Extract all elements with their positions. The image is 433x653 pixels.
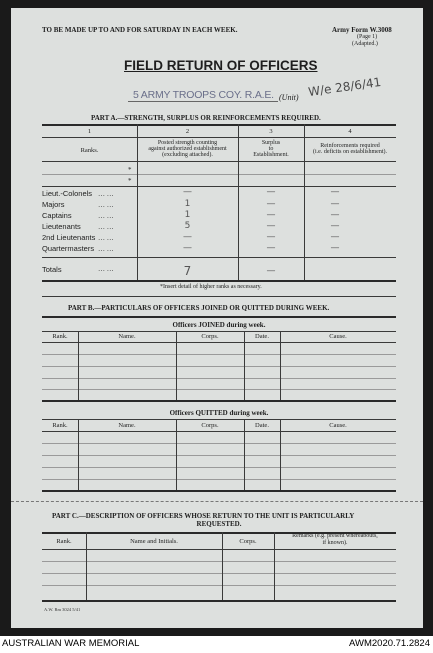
quitted-header-rule <box>42 431 396 432</box>
posted-2nd-lieutenants: — <box>183 232 192 242</box>
rank-captains: Captains <box>42 211 72 220</box>
col-header-reinf-2: (i.e. deficits on establishment). <box>313 149 387 155</box>
asterisk-1: * <box>128 166 132 174</box>
posted-majors: 1 <box>184 199 191 209</box>
form-adapted: (Adapted.) <box>352 41 378 47</box>
col-header-posted-3: (excluding attached). <box>162 152 213 158</box>
reinf-majors: — <box>330 199 340 209</box>
joined-vline-4 <box>280 331 281 400</box>
perforation-line <box>11 501 423 502</box>
col-header-surplus-3: Establishment. <box>253 152 289 158</box>
col-number-4: 4 <box>348 128 352 135</box>
part-a-vline-2 <box>238 124 239 280</box>
part-c-vline-2 <box>222 532 223 600</box>
quitted-col-name: Name. <box>118 422 136 429</box>
surplus-2nd-lieutenants: — <box>266 232 276 242</box>
part-c-col-remarks-2: if known). <box>322 540 348 546</box>
joined-title: Officers JOINED during week. <box>172 321 266 329</box>
quitted-col-date: Date. <box>255 422 269 429</box>
reinf-quartermasters: — <box>330 243 340 253</box>
rank-lieut-colonels: Lieut.-Colonels <box>42 189 93 198</box>
ranks-bottom-rule <box>42 257 396 258</box>
part-c-header-rule <box>42 549 396 550</box>
surplus-majors: — <box>266 199 276 209</box>
part-c-row-rule-2 <box>42 573 396 574</box>
totals-surplus: — <box>266 266 276 276</box>
rank-majors: Majors <box>42 200 65 209</box>
part-c-heading-2: REQUESTED. <box>196 520 242 528</box>
part-c-col-corps: Corps. <box>239 538 257 545</box>
quitted-row-rule-1 <box>42 443 396 444</box>
joined-header-rule <box>42 342 396 343</box>
page-title: FIELD RETURN OF OFFICERS <box>124 58 318 73</box>
col-header-reinf-1: Reinforcements required <box>320 143 380 149</box>
totals-dots: … … <box>98 265 114 273</box>
joined-col-date: Date. <box>255 333 269 340</box>
surplus-lieutenants: — <box>266 221 276 231</box>
posted-lieut-colonels: — <box>183 187 192 197</box>
joined-row-rule-3 <box>42 378 396 379</box>
part-b-heading-rule <box>42 316 396 318</box>
part-c-vline-3 <box>274 532 275 600</box>
unit-label: (Unit) <box>279 93 299 102</box>
joined-col-name: Name. <box>118 333 136 340</box>
quitted-col-cause: Cause. <box>329 422 347 429</box>
joined-row-rule-4 <box>42 389 396 390</box>
footer-institution: AUSTRALIAN WAR MEMORIAL <box>2 638 140 649</box>
quitted-vline-2 <box>176 419 177 490</box>
form-page: (Page 1) <box>357 34 378 40</box>
col-number-2: 2 <box>185 128 190 135</box>
part-a-note: *Insert detail of higher ranks as necessary. <box>160 284 262 290</box>
quitted-row-rule-3 <box>42 467 396 468</box>
footer-accession: AWM2020.71.2824 <box>349 638 430 649</box>
col-header-surplus-1: Surplus <box>261 140 281 146</box>
rank-lieutenants: Lieutenants <box>42 222 81 231</box>
joined-col-cause: Cause. <box>329 333 347 340</box>
joined-row-rule-1 <box>42 354 396 355</box>
surplus-lieut-colonels: — <box>266 187 276 197</box>
part-c-col-rank: Rank. <box>56 538 72 545</box>
part-a-vline-3 <box>304 124 305 280</box>
handwritten-date: W/e 28/6/41 <box>307 74 382 100</box>
part-a-vline-1 <box>137 124 138 280</box>
col-number-3: 3 <box>269 128 273 135</box>
quitted-vline-4 <box>280 419 281 490</box>
col-header-surplus-2: to <box>268 146 274 152</box>
quitted-title-rule <box>42 419 396 420</box>
posted-quartermasters: — <box>183 243 192 253</box>
part-a-bottom-rule <box>42 280 396 282</box>
quitted-row-rule-2 <box>42 455 396 456</box>
print-code: A.W. Rm 3024 5/41 <box>44 607 81 612</box>
joined-bottom-rule <box>42 400 396 402</box>
col-number-1: 1 <box>87 128 92 135</box>
part-c-heading-1: PART C.—DESCRIPTION OF OFFICERS WHOSE RETURN TO THE UNIT IS PARTICULARLY <box>52 512 355 520</box>
quitted-col-corps: Corps. <box>201 422 219 429</box>
unit-line <box>128 101 278 102</box>
reinf-lieut-colonels: — <box>330 187 340 197</box>
part-c-row-rule-1 <box>42 561 396 562</box>
joined-col-rank: Rank. <box>52 333 68 340</box>
col-header-posted-2: against authorized establishment <box>148 146 227 152</box>
quitted-bottom-rule <box>42 490 396 492</box>
joined-vline-2 <box>176 331 177 400</box>
quitted-vline-3 <box>244 419 245 490</box>
part-b-top-rule <box>42 296 396 297</box>
reinf-lieutenants: — <box>330 221 340 231</box>
part-c-col-remarks-1: Remarks (e.g. present whereabouts, <box>292 533 378 539</box>
rank-quartermasters: Quartermasters <box>42 244 95 253</box>
joined-title-rule <box>42 331 396 332</box>
posted-captains: 1 <box>184 210 191 220</box>
unit-stamp: 5 ARMY TROOPS COY. R.A.E. <box>133 89 274 101</box>
rank-2nd-lieutenants: 2nd Lieutenants <box>42 233 96 242</box>
part-a-top-rule <box>42 124 396 126</box>
col-header-posted-1: Posted strength counting <box>157 140 218 146</box>
joined-col-corps: Corps. <box>201 333 219 340</box>
asterisk-rule-1 <box>42 174 396 175</box>
posted-lieutenants: 5 <box>184 221 191 231</box>
joined-vline-1 <box>78 331 79 400</box>
col-header-rule <box>42 161 396 162</box>
quitted-title: Officers QUITTED during week. <box>169 409 269 417</box>
joined-vline-3 <box>244 331 245 400</box>
asterisk-2: * <box>128 177 132 185</box>
reinf-2nd-lieutenants: — <box>330 232 340 242</box>
form-number: Army Form W.3008 <box>332 26 392 34</box>
surplus-quartermasters: — <box>266 243 276 253</box>
part-c-bottom-rule <box>42 600 396 602</box>
quitted-vline-1 <box>78 419 79 490</box>
quitted-row-rule-4 <box>42 479 396 480</box>
part-c-vline-1 <box>86 532 87 600</box>
leader-dots: … … … … … … … … … … … … <box>98 190 114 253</box>
part-c-col-name: Name and Initials. <box>130 538 178 545</box>
surplus-captains: — <box>266 210 276 220</box>
part-a-heading: PART A.—STRENGTH, SURPLUS OR REINFORCEMENTS REQUIRED. <box>91 114 321 122</box>
reinf-captains: — <box>330 210 340 220</box>
totals-label: Totals <box>42 265 62 274</box>
totals-posted: 7 <box>183 264 192 278</box>
header-instruction: TO BE MADE UP TO AND FOR SATURDAY IN EACH WEEK. <box>42 26 238 34</box>
joined-row-rule-2 <box>42 366 396 367</box>
col-number-rule <box>42 137 396 138</box>
quitted-col-rank: Rank. <box>52 422 68 429</box>
part-b-heading: PART B.—PARTICULARS OF OFFICERS JOINED OR QUITTED DURING WEEK. <box>68 304 330 312</box>
part-c-row-rule-3 <box>42 585 396 586</box>
col-header-ranks: Ranks. <box>80 147 99 154</box>
